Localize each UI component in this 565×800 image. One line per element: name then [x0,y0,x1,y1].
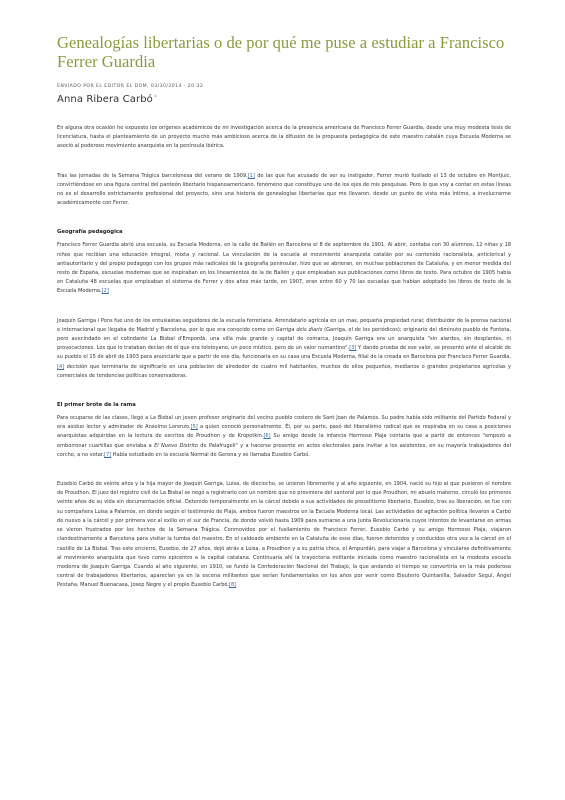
paragraph-text: decisión que terminaría de significarlo en una población de alrededor de cuatro mil habitantes, muchos de ellos pequeños, medianos o grandes propietarios agrícolas y comerciales de tendencias políticas conservadoras. [57,363,511,379]
italic-term: mas [346,317,357,324]
paragraph-joaquin-garriga [57,317,511,381]
paragraph-text: Su amigo desde la infancia Hermoso Plaja contaría que a partir de entonces "empezó a emborronar cuartillas que enviaba a [57,433,511,449]
paragraph-text: Tras las jornadas de la Semana Trágica barcelonesa del verano de 1909, [57,172,248,179]
footnote-link-5[interactable]: [5] [190,424,198,431]
footnote-link-4[interactable]: [4] [57,363,65,370]
paragraph-text: En alguna otra ocasión he expuesto los orígenes académicos de mi investigación acerca de la presencia americana de Francisco Ferrer Guardia, desde una muy modesta tesis de licenciatura, hasta el planteamiento de un proyecto mucho más ambicioso acerca de la difusión de la propuesta pedagógica de este maestro catalán cuya Escuela Moderna se asoció al poderoso movimiento anarquista en la península ibérica. [57,125,511,150]
italic-term: en Garriga dels diaris [267,326,323,333]
paragraph-text: Joaquín Garriga i Pons fue uno de los entusiastas seguidores de la escuela ferreriana. Arrendatario agrícola en un [57,317,347,324]
footnote-link-8[interactable]: [8] [229,582,237,589]
paragraph-text: Había estudiado en la escuela Normal de Gerona y se llamaba Eusebio Carbó. [111,451,310,458]
paragraph-proudhon [57,480,511,590]
paragraph-eusebio-carbo [57,414,511,460]
paragraph-text: de Palafrugell" y a hacerse presente en actos electorales para invitar a los asistentes, en su mayoría trabajadores del corcho, a no votar. [57,442,512,458]
article [57,33,511,591]
paragraph-text: de las que fue acusado de ser su instigador, Ferrer murió fusilado el 13 de octubre en Montjuic, convirtiéndose en una figura central del panteón libertario hispanoamericano, fenómeno que constituye uno de los ejes de mis pesquisas. Pero lo que voy a contar en estas líneas no es el desarrollo estrictamente profesional del proyecto, sino una historia de genealogías libertarias que me llevaron, desde un punto de vista más íntimo, a involucrarme académicamente con Ferrer. [57,172,511,207]
paragraph-text: Para ocuparse de las clases, llegó a La Bisbal un joven profesor originario del vecino pueblo costero de Sant Joan de Palamós. Su padre había sido militante del Partido Federal y era asiduo lector y admirador de Anselmo Lorenzo, [57,415,511,431]
paragraph-text: Francisco Ferrer Guardia abrió una escuela, su Escuela Moderna, en la calle de Bailén en Barcelona el 8 de septiembre de 1901. Al abrir, contaba con 30 alumnos, 12 niñas y 18 niños que recibían una educación integral, mixta y racional. La vinculación de la escuela al movimiento anarquista catalán por su contenido racionalista, anticlerical y antiautoritario y del propio pedagogo con los grupos más radicales de la geografía peninsular, hizo que se abrieran, en muchas poblaciones de Cataluña, y en menor medida del resto de España, escuelas modernas que se inspiraban en los lineamientos de la de Bailén y que empleaban sus publicaciones como libros de texto. Para octubre de 1905 había en Cataluña 48 escuelas que empleaban el sistema de Ferrer y dos años más tarde, en 1907, eran entre 60 y 70 las escuelas que habían adoptado los libros de texto de la Escuela Moderna. [57,242,511,295]
footnote-link-6[interactable]: [6] [263,433,271,440]
submitted-info: ENVIADO POR EL EDITOR EL DOM, 03/30/2014 - 20:32 [57,84,204,89]
italic-term: El Nuevo Distrito [154,442,198,449]
paragraph-semana-tragica [57,172,511,209]
paragraph-intro [57,124,511,152]
paragraph-text: Y dando prueba de ese valor, se presentó ante el alcalde de su pueblo el 15 de abril de 1903 para anunciarle que a partir de ese día, funcionaría en su casa una Escuela Moderna, filial de la creada en Barcelona por Francisco Ferrer Guardia, [57,345,511,361]
footnote-link-2[interactable]: [2] [101,288,109,295]
footnote-link-7[interactable]: [7] [104,451,112,458]
author-footnote-mark[interactable]: * [153,94,157,101]
section-heading-primer-brote: El primer brote de la rama [57,402,136,409]
section-heading-geografia: Geografía pedagógica [57,229,123,236]
footnote-link-3[interactable]: [3] [349,345,357,352]
paragraph-escuela-moderna [57,241,511,296]
author-name-text: Anna Ribera Carbó [57,94,153,105]
footnote-link-1[interactable]: [1] [247,172,255,179]
article-title: Genealogías libertarias o de por qué me puse a estudiar a Francisco Ferrer Guardia [57,33,505,71]
paragraph-text: a quien conoció personalmente. Él, por su parte, pasó del liberalismo radical que se respiraba en su casa a posiciones anarquistas adquiridas en la lectura de escritos de Proudhon y de Kropotkin. [57,424,511,440]
author-name [57,94,511,105]
paragraph-text: , pequeña propiedad rural; distribuidor de la prensa nacional e internacional que llegaba de Madrid y Barcelona, por lo que era conocido como [57,317,511,333]
paragraph-text: (Garriga, el de los periódicos); originario del diminuto pueblo de Fonteta, pero avecindado en el colindante La Bisbal d'Empordà, una villa más grande y capital de comarca, Joaquín Garriga era un anarquista "sin alardes, sin desplantes, ni provocaciones. Los que lo trataban decían de él que era tolstoyano, un poco místico, pero de un valor numantino". [57,326,511,352]
paragraph-text: Eusebio Carbó de veinte años y la hija mayor de Joaquín Garriga, Luisa, de dieciocho, se unieron libremente y al año siguiente, en 1904, nació su hijo al que pusieron el nombre de Proudhon. El juez del registro civil de La Bisbal se negó a registrarlo con un nombre que no proviniera del santoral por lo que Proudhon, mi abuelo materno, circuló los primeros veinte años de su vida sin documentación oficial. Detenido temporalmente en la cárcel debido a sus actividades de proselitismo libertario, Eusebio, tras su liberación, se fue con su compañera Luisa a Palamós, en donde según el testimonio de Plaja, ambos fueron maestros en la Escuela Moderna local. Las actividades de agitación política llevaron a Carbó de nuevo a la cárcel y por primera vez al exilio en el sur de Francia, de donde volvió hasta 1909 para sumarse a una Junta Revolucionaria cuyos intentos de levantarse en armas se vieron frustrados por los hechos de la Semana Trágica. Conmovidos por el fusilamiento de Francisco Ferrer, Eusebio Carbó y su amigo Hermoso Plaja, viajaron clandestinamente a Barcelona para visitar la tumba del maestro. En el caldeado ambiente en la Cataluña de esos días, fueron detenidos y conducidos otra vez a la cárcel en el castillo de La Bisbal. Tras este encierro, Eusebio, de 27 años, dejó atrás a Luisa, a Proudhon y a su patria chica, el Ampurdán, para viajar a Barcelona y vincularse definitivamente al movimiento anarquista que tuvo como epicentro a la capital catalana. Continuaría ahí la trayectoria militante iniciada como maestro racionalista en la modesta escuela moderna de Joaquín Garriga. Cuando al año siguiente, en 1910, se fundó la Confederación Nacional del Trabajo, la que andando el tiempo se convertiría en la más poderosa central de trabajadores libertarios, aparecían ya en la escena militantes que serían fundamentales en los años por venir como Eleuterio Quintanilla, Salvador Seguí, Ángel Pestaña, Manuel Buenacasa, Josep Negre y el propio Eusebio Carbó. [57,481,511,589]
